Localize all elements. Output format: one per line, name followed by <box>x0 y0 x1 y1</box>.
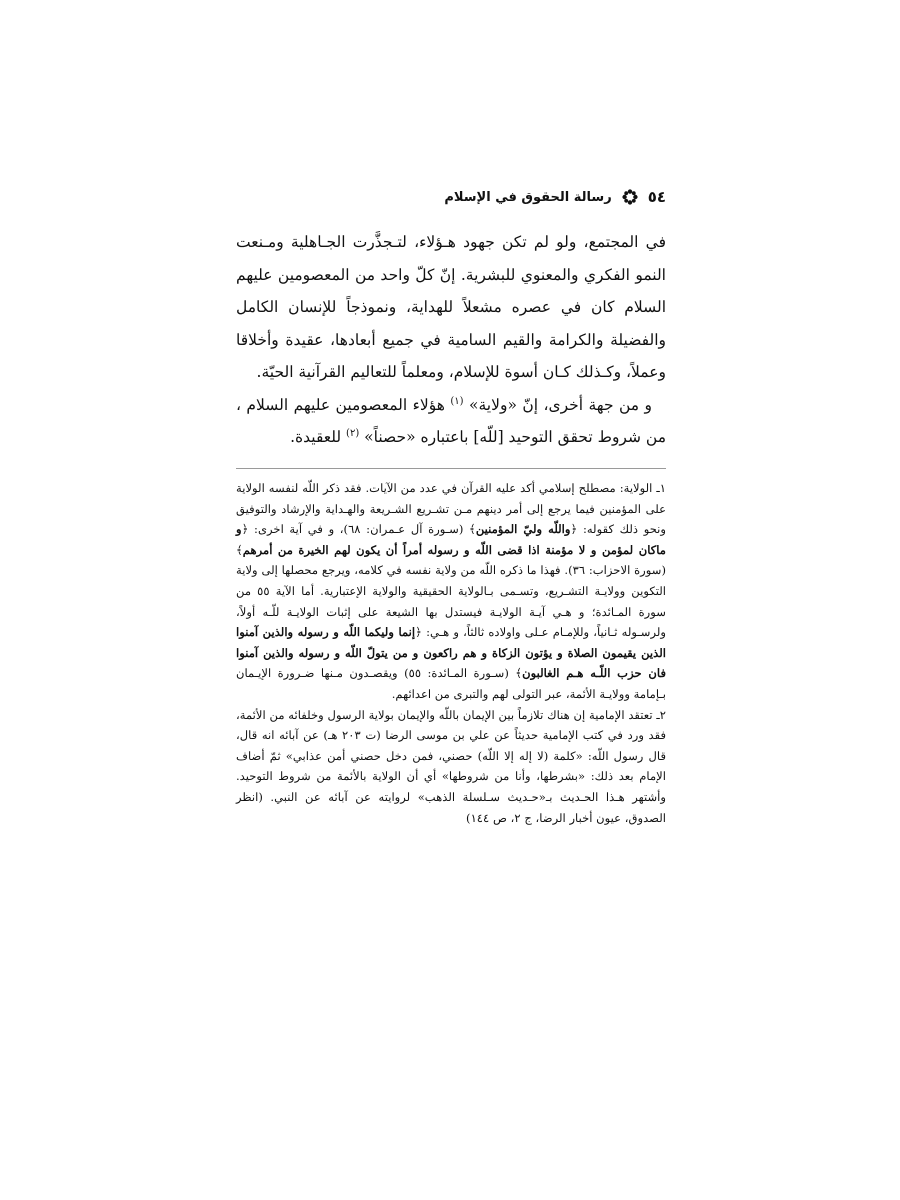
footnote-1-text-b: ﴾ (سـورة آل عـمران: ٦٨)، و في آية اخرى: ﴿ <box>241 522 476 537</box>
footnote-1 <box>236 478 666 705</box>
paragraph-2-part-3: للعقيدة. <box>290 428 347 446</box>
paragraph-1: في المجتمع، ولو لم تكن جهود هـؤلاء، لتـجذَّرت الجـاهلية ومـنعت النمو الفكري والمعنوي للبشرية. إنّ كلّ واحد من المعصومين عليهم السلام كان في عصره مشعلاً للهداية، ونموذجاً للإنسان الكامل والفضيلة والكرامة والقيم السامية في جميع أبعادها، عقيدة وأخلاقا وعملاً، وكـذلك كـان أسوة للإسلام، ومعلماً للتعاليم القرآنية الحيّة. <box>236 233 666 381</box>
footnotes <box>236 478 666 828</box>
footnote-1-quote-3: إنما وليكما اللّه و رسوله والذين آمنوا الذين يقيمون الصلاة و يؤتون الزكاة و هم راكعون و من يتولّ اللّه و رسوله والذين آمنوا فان حزب اللّـه هـم الغالبون <box>236 625 667 681</box>
paragraph-2 <box>236 389 666 454</box>
footnote-2: ٢ـ تعتقد الإمامية إن هناك تلازماً بين الإيمان باللّه والإيمان بولاية الرسول وخلفائه من الأئمة، فقد ورد في كتب الإمامية حديثاً عن علي بن موسى الرضا (ت ٢٠٣ هـ) عن آبائه انه قال، قال رسول اللّه: «كلمة (لا إله إلا اللّه) حصني، فمن دخل حصني أمن عذابي» ثمّ أضاف الإمام بعد ذلك: «بشرطها، وأنا من شروطها» أي أن الولاية بالأئمة من شروط التوحيد. وأشتهر هـذا الحـديث بـ«حـديث سـلسلة الذهب» لروايته عن آبائه عن النبي. (انظر الصدوق، عيون أخبار الرضا، ج ٢، ص ١٤٤) <box>236 707 667 825</box>
page-number: ٥٤ <box>647 188 666 206</box>
flower-ornament-icon <box>622 189 638 205</box>
main-text <box>236 226 666 454</box>
footnote-1-quote-2: و ماكان لمؤمن و لا مؤمنة اذا قضى اللّه و رسوله أمراً أن يكون لهم الخيرة من أمرهم <box>236 522 666 557</box>
paragraph-2-part-2: هؤلاء المعصومين عليهم السلام ، من شروط تحقق التوحيد [للّه] باعتباره «حصناً» <box>236 395 666 446</box>
footnote-ref-1: (١) <box>450 395 464 407</box>
footnote-1-text-d: ﴾ (سـورة المـائدة: ٥٥) ويقصـدون مـنها ضـرورة الإيـمان بـإمامة وولايـة الأئمة، عبر التولى لهم والتبرى من اعدائهم. <box>236 666 666 701</box>
paragraph-2-part-1: و من جهة أخرى، إنّ «ولاية» <box>463 395 652 414</box>
footnote-1-quote-1: واللّه وليّ المؤمنين <box>475 522 571 537</box>
footnote-ref-2: (٢) <box>346 427 360 439</box>
footnote-divider <box>236 468 666 469</box>
footnote-1-text-c: ﴾ (سورة الاحزاب: ٣٦). فهذا ما ذكره اللّه من ولاية نفسه في كلامه، ويرجع محصلها إلى ولاية التكوين وولايـة التشـريع، وتسـمى بـالولاية الحقيقية والولاية الإعتبارية. أما الآية ٥٥ من سورة المـائدة؛ و هـي آيـة الولايـة فيستدل بها الشيعة على إثبات الولايـة للّـه أولاً، ولرسـوله ثـانياً، وللإمـام عـلى واولاده ثالثاً، و هـي: ﴿ <box>236 542 666 640</box>
book-title: رسالة الحقوق في الإسلام <box>444 189 612 205</box>
running-header <box>232 184 666 210</box>
footnote-1-text-a: ١ـ الولاية: مصطلح إسلامي أكد عليه القرآن في عدد من الآيات. فقد ذكر اللّه لنفسه الولاية على المؤمنين فيما يرجع إلى أمر دينهم مـن تشـريع الشـريعة والهـداية والإرشاد والتوفيق ونحو ذلك كقوله: ﴿ <box>236 481 666 537</box>
